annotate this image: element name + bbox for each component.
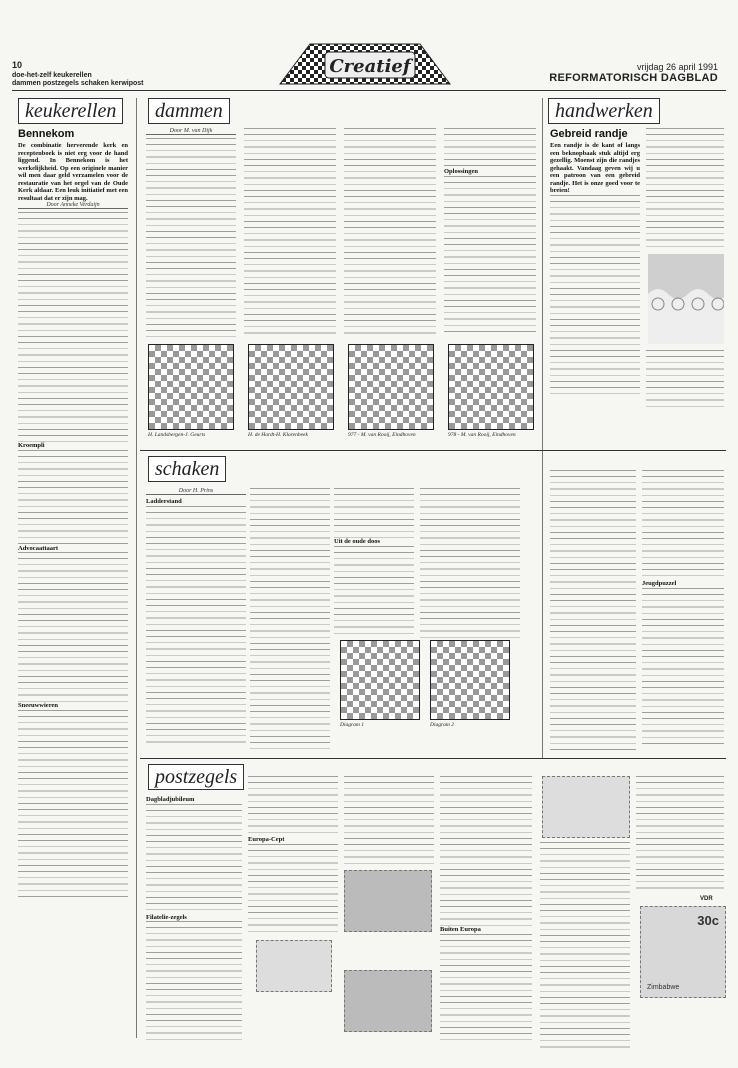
schaken-column-4 (420, 488, 520, 638)
postzegels-sub-europa-cept: Europa-Cept (248, 836, 285, 843)
postzegels-column-5 (540, 842, 630, 1052)
stamp-country: Zimbabwe (647, 984, 680, 991)
postzegels-column-2 (248, 776, 338, 1056)
keukerellen-title: Bennekom (18, 128, 75, 140)
postzegels-column-6 (636, 776, 724, 896)
schaken-byline: Door H. Prins (146, 488, 246, 495)
keukerellen-body-1 (18, 212, 128, 442)
lace-edging-photo (648, 254, 724, 344)
postzegels-sub-buiten-europa: Buiten Europa (440, 926, 481, 933)
schaken-rule (140, 450, 726, 451)
rubric-line-2: dammen postzegels schaken kerwipost (12, 80, 144, 87)
handwerken-column-1 (550, 128, 640, 428)
dammen-body-2 (244, 128, 336, 338)
keukerellen-sub-sneeuwwieren: Sneeuwwieren (18, 702, 58, 710)
keukerellen-column (18, 128, 128, 1028)
chess-diagram-2 (430, 640, 510, 720)
dammen-sub-oplossingen: Oplossingen (444, 168, 478, 175)
keukerellen-sub-advocaattaart: Advocaattaart (18, 544, 59, 552)
stamp-price: 30c (697, 913, 719, 928)
dammen-body-4 (444, 128, 536, 168)
handwerken-title: Gebreid randje (550, 128, 628, 140)
stamp-luxembourg-1 (344, 870, 432, 932)
dammen-caption-4: 978 - M. van Rooij, Eindhoven (448, 432, 516, 438)
stamp-europa-1 (256, 940, 332, 992)
dammen-body-1 (146, 138, 236, 338)
schaken-body-8 (642, 588, 724, 748)
checkers-diagram-3 (348, 344, 434, 430)
handwerken-column-3 (646, 350, 724, 410)
dammen-caption-1: H. Landsbergen-J. Geurts (148, 432, 206, 438)
postzegels-sub-filatelie: Filatelie-zegels (146, 913, 187, 921)
chess-caption-1: Diagram 1 (340, 722, 364, 728)
handwerken-column-2 (646, 128, 724, 248)
postzegels-body-1 (146, 804, 242, 914)
keukerellen-body-3 (18, 552, 128, 702)
section-dammen: dammen (148, 98, 230, 124)
section-schaken: schaken (148, 456, 226, 482)
stamp-zimbabwe (640, 906, 726, 998)
author-signature: VDR (700, 896, 713, 902)
banner-title: Creatief (329, 56, 411, 77)
postzegels-sub-dagbladjubileum: Dagbladjubileum (146, 796, 195, 803)
dammen-column-1 (146, 128, 236, 338)
keukerellen-lead: De combinatie herverende kerk en receptenboek is niet erg voor de hand liggend. In Bennekom is het werkelijkheid. Op een originele manier wil men daar geld verzamelen voor de restauratie van het orgel van de Oude Kerk aldaar. Een leuk initiatief met een resultaat dat er zijn mag. (18, 142, 128, 202)
dammen-caption-3: 977 - M. van Rooij, Eindhoven (348, 432, 416, 438)
schaken-sub-ladderstand: Ladderstand (146, 498, 182, 506)
checkers-diagram-2 (248, 344, 334, 430)
dammen-byline: Door M. van Dijk (146, 128, 236, 135)
chess-caption-2: Diagram 2 (430, 722, 454, 728)
keukerellen-sub-kroempli: Kroempli (18, 442, 45, 450)
dammen-column-2 (244, 128, 336, 338)
stamp-brazil (542, 776, 630, 838)
postzegels-column-4 (440, 776, 532, 1056)
keukerellen-body-4 (18, 710, 128, 900)
schaken-column-1 (146, 488, 246, 753)
postzegels-body-2 (146, 921, 242, 1041)
schaken-body-6 (550, 470, 636, 755)
postzegels-body-7 (440, 934, 532, 1044)
schaken-ladder-table (250, 488, 330, 753)
handwerken-lead: Een randje is de kant of langs een beknopbaak stuk altijd erg gezellig. Moenst zijn die randjes gehaakt. Vandaag geven wij u een patroon van een gebreid randje. Het is onze goed voor te breien! (550, 142, 640, 194)
schaken-body-7 (642, 470, 724, 580)
schaken-sub-jeugdpuzzel: Jeugdpuzzel (642, 580, 677, 587)
dammen-caption-2: H. de Hardt-H. Klarenbeek (248, 432, 308, 438)
dammen-body-3 (344, 128, 436, 338)
postzegels-column-1 (146, 796, 242, 1056)
issue-date: vrijdag 26 april 1991 (636, 62, 718, 72)
postzegels-body-9 (636, 776, 724, 891)
dammen-body-5 (444, 176, 536, 336)
schaken-column-3 (334, 488, 414, 638)
masthead (549, 62, 718, 84)
schaken-column-5 (550, 470, 636, 755)
column-divider-right (542, 98, 543, 758)
keukerellen-byline: Door Anneke Verduijn (18, 202, 128, 209)
keukerellen-body-2 (18, 450, 128, 545)
dammen-column-4 (444, 128, 536, 338)
handwerken-body-3 (646, 350, 724, 410)
section-handwerken: handwerken (548, 98, 660, 124)
postzegels-body-5 (344, 776, 434, 866)
newspaper-name: REFORMATORISCH DAGBLAD (549, 72, 718, 84)
postzegels-body-8 (540, 842, 630, 1052)
schaken-body-4 (334, 546, 414, 636)
handwerken-body-2 (646, 128, 724, 248)
schaken-sub-oude-doos: Uit de oude doos (334, 538, 381, 545)
postzegels-body-3 (248, 776, 338, 836)
schaken-body-1 (146, 506, 246, 746)
schaken-body-5 (420, 488, 520, 638)
page-number: 10 (12, 60, 23, 70)
postzegels-column-3 (344, 776, 434, 866)
section-postzegels: postzegels (148, 764, 244, 790)
creatief-banner (270, 34, 460, 88)
chess-diagram-1 (340, 640, 420, 720)
checkers-diagram-4 (448, 344, 534, 430)
stamp-luxembourg-2 (344, 970, 432, 1032)
column-divider (136, 98, 137, 1038)
postzegels-body-4 (248, 844, 338, 934)
rubric-line-1: doe-het-zelf keukerellen (12, 72, 92, 79)
handwerken-body-1 (550, 195, 640, 395)
postzegels-body-6 (440, 776, 532, 926)
rubric-list (12, 72, 144, 88)
postzegels-rule (140, 758, 726, 759)
schaken-body-3 (334, 488, 414, 538)
dammen-column-3 (344, 128, 436, 338)
schaken-column-2 (250, 488, 330, 753)
schaken-column-6 (642, 470, 724, 755)
checkers-diagram-1 (148, 344, 234, 430)
header-rule (12, 90, 726, 91)
section-keukerellen: keukerellen (18, 98, 123, 124)
